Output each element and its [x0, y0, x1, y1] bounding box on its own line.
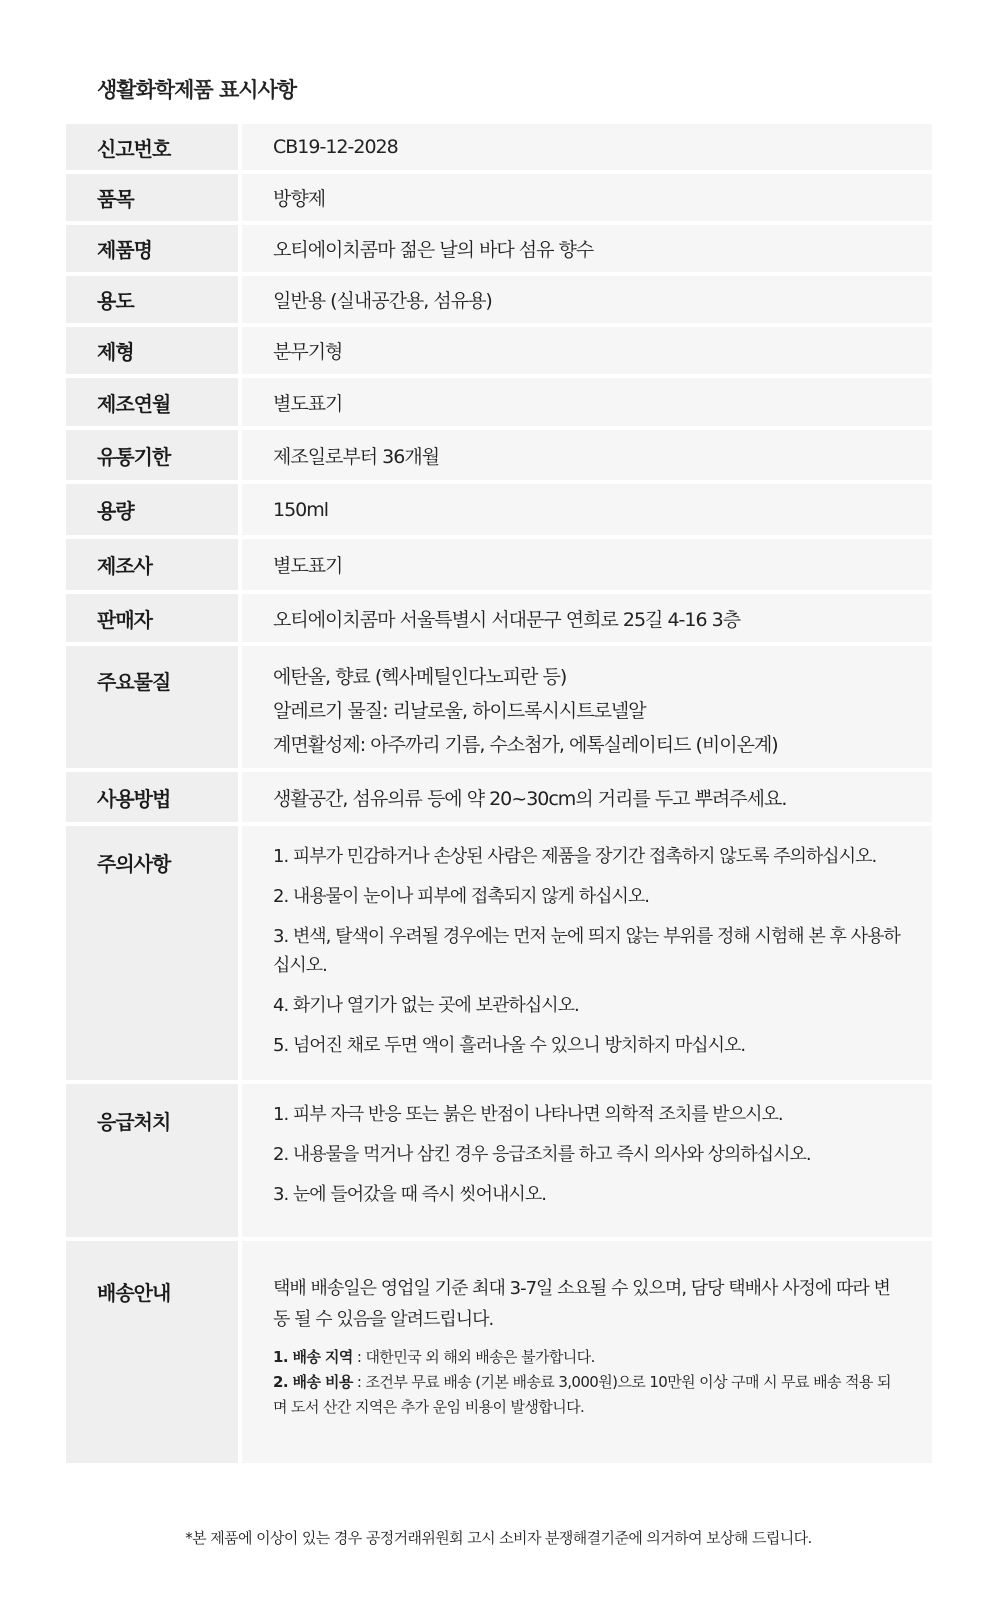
- ingredient-line: 계면활성제: 아주까리 기름, 수소첨가, 에톡실레이티드 (비이온계): [273, 734, 778, 756]
- row-label: 신고번호: [66, 124, 238, 170]
- cautions-list: [242, 826, 932, 1080]
- table-row: [66, 174, 932, 221]
- row-label: 판매자: [66, 594, 238, 642]
- row-value: 150ml: [242, 484, 932, 535]
- row-label: 제품명: [66, 225, 238, 272]
- table-row: [66, 378, 932, 426]
- table-row: [66, 539, 932, 590]
- list-item: 2. 내용물이 눈이나 피부에 접촉되지 않게 하십시오.: [273, 886, 649, 907]
- shipping-area-title: 1. 배송 지역: [273, 1348, 353, 1366]
- ingredients-row: [66, 646, 932, 768]
- list-item: 2. 내용물을 먹거나 삼킨 경우 응급조치를 하고 즉시 의사와 상의하십시오.: [273, 1144, 811, 1165]
- row-value: 별도표기: [242, 539, 932, 590]
- first-aid-list: [242, 1084, 932, 1237]
- ingredient-line: 알레르기 물질: 리날로울, 하이드록시시트로넬알: [273, 700, 646, 722]
- row-value: 별도표기: [242, 378, 932, 426]
- shipping-row: [66, 1241, 932, 1463]
- row-value: 분무기형: [242, 327, 932, 374]
- table-row: [66, 327, 932, 374]
- row-value: 제조일로부터 36개월: [242, 430, 932, 480]
- shipping-fee-text: : 조건부 무료 배송 (기본 배송료 3,000원)으로 10만원 이상 구매 시 무료 배송 적용 되며 도서 산간 지역은 추가 운임 비용이 발생합니다.: [273, 1373, 891, 1416]
- row-label: 제형: [66, 327, 238, 374]
- usage-row: [66, 772, 932, 822]
- shipping-fee: [273, 1370, 902, 1420]
- row-label: 유통기한: [66, 430, 238, 480]
- compensation-footnote: *본 제품에 이상이 있는 경우 공정거래위원회 고시 소비자 분쟁해결기준에 의거하여 보상해 드립니다.: [185, 1529, 812, 1547]
- list-item: 1. 피부가 민감하거나 손상된 사람은 제품을 장기간 접촉하지 않도록 주의하십시오.: [273, 846, 877, 867]
- list-item: 3. 눈에 들어갔을 때 즉시 씻어내시오.: [273, 1184, 546, 1205]
- row-label: 응급처치: [66, 1084, 238, 1237]
- row-value: CB19-12-2028: [242, 124, 932, 170]
- row-label: 용도: [66, 276, 238, 323]
- cautions-row: [66, 826, 932, 1080]
- shipping-value: [242, 1241, 932, 1463]
- shipping-fee-title: 2. 배송 비용: [273, 1373, 353, 1391]
- row-label: 제조연월: [66, 378, 238, 426]
- table-row: [66, 430, 932, 480]
- list-item: 4. 화기나 열기가 없는 곳에 보관하십시오.: [273, 995, 579, 1016]
- row-label: 품목: [66, 174, 238, 221]
- shipping-main-text: 택배 배송일은 영업일 기준 최대 3-7일 소요될 수 있으며, 담당 택배사 사정에 따라 변동 될 수 있음을 알려드립니다.: [273, 1278, 890, 1330]
- row-label: 제조사: [66, 539, 238, 590]
- row-value: 방향제: [242, 174, 932, 221]
- row-label: 주의사항: [66, 826, 238, 1080]
- row-value: 오티에이치콤마 젊은 날의 바다 섬유 향수: [242, 225, 932, 272]
- page-title: 생활화학제품 표시사항: [97, 78, 297, 102]
- table-row: [66, 594, 932, 642]
- product-info-table: [66, 124, 932, 1467]
- table-row: [66, 124, 932, 170]
- first-aid-row: [66, 1084, 932, 1237]
- table-row: [66, 225, 932, 272]
- table-row: [66, 484, 932, 535]
- list-item: 1. 피부 자극 반응 또는 붉은 반점이 나타나면 의학적 조치를 받으시오.: [273, 1104, 783, 1125]
- table-row: [66, 276, 932, 323]
- list-item: 3. 변색, 탈색이 우려될 경우에는 먼저 눈에 띄지 않는 부위를 정해 시험해 본 후 사용하십시오.: [273, 926, 900, 976]
- row-value: 오티에이치콤마 서울특별시 서대문구 연희로 25길 4-16 3층: [242, 594, 932, 642]
- shipping-details: [273, 1345, 932, 1420]
- row-value: 일반용 (실내공간용, 섬유용): [242, 276, 932, 323]
- shipping-area-text: : 대한민국 외 해외 배송은 불가합니다.: [352, 1348, 595, 1366]
- ingredient-line: 에탄올, 향료 (헥사메틸인다노피란 등): [273, 666, 567, 688]
- row-label: 사용방법: [66, 772, 238, 822]
- row-label: 주요물질: [66, 646, 238, 768]
- row-label: 용량: [66, 484, 238, 535]
- shipping-area: [273, 1345, 902, 1370]
- row-label: 배송안내: [66, 1241, 238, 1463]
- row-value: 생활공간, 섬유의류 등에 약 20~30cm의 거리를 두고 뿌려주세요.: [242, 772, 932, 822]
- ingredients-value: [242, 646, 932, 768]
- list-item: 5. 넘어진 채로 두면 액이 흘러나올 수 있으니 방치하지 마십시오.: [273, 1035, 746, 1056]
